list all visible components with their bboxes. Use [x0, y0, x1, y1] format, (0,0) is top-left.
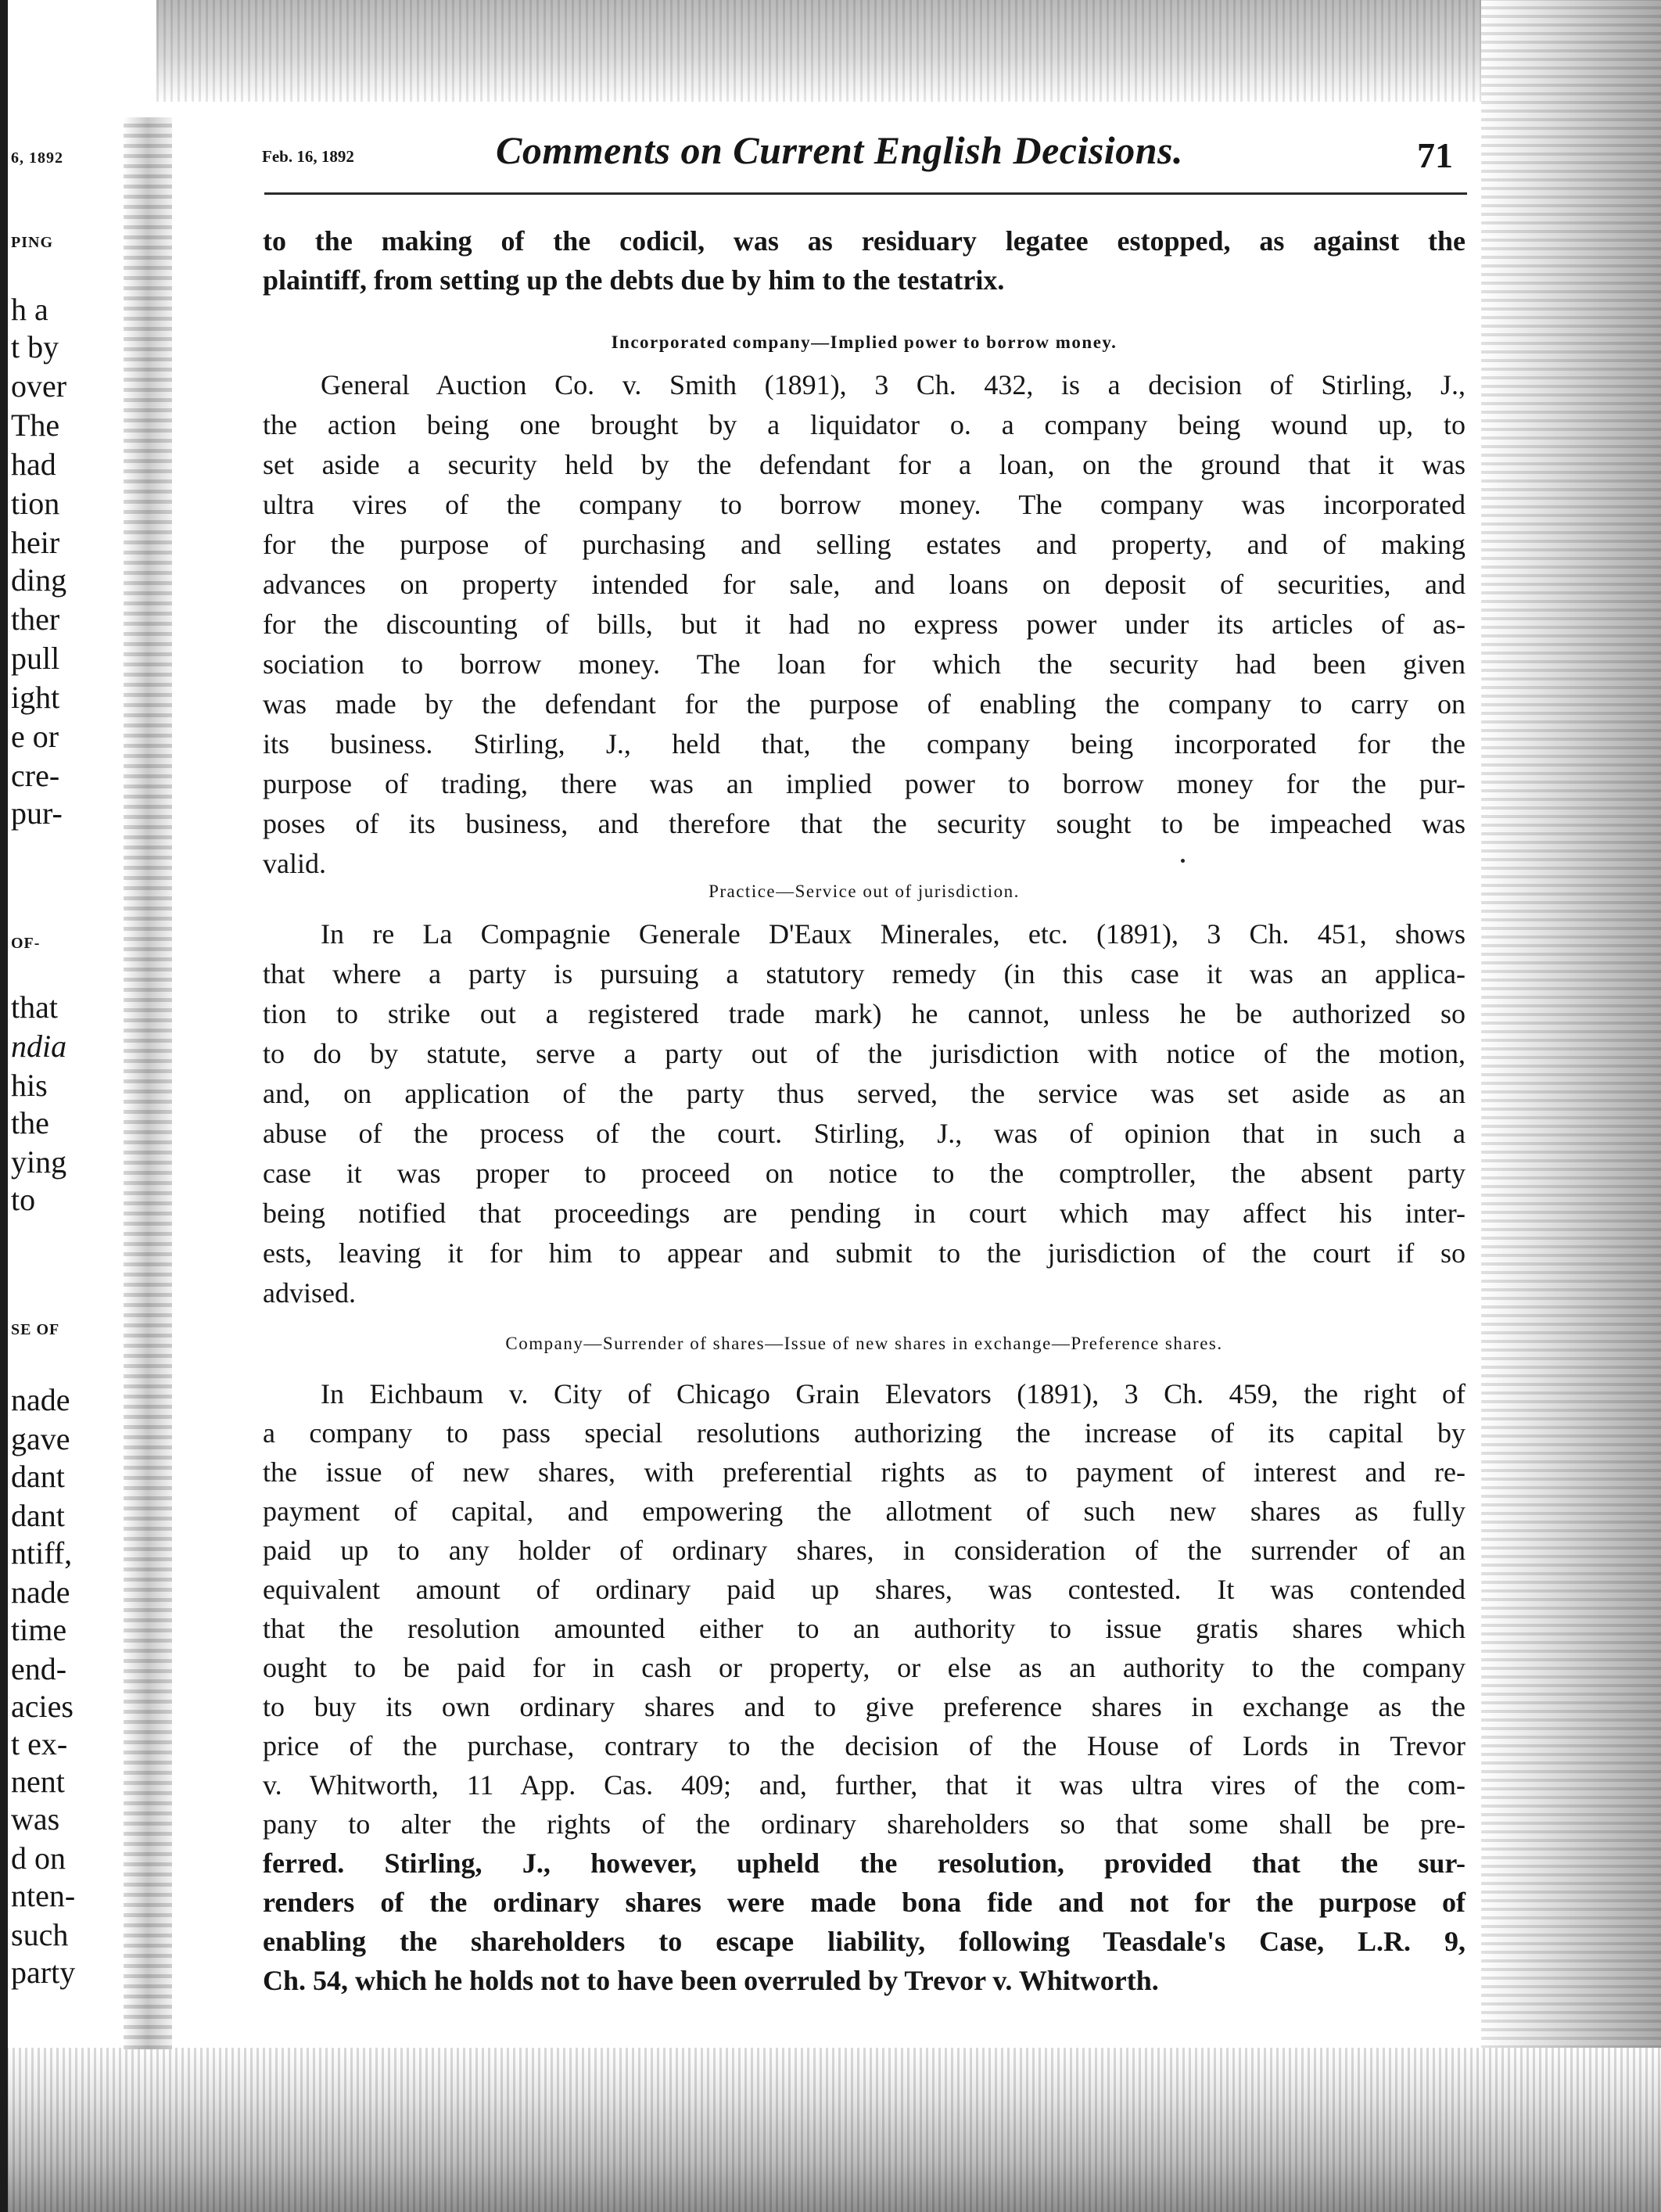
body-line: abuse of the process of the court. Stirling, J., was of opinion that in such a	[263, 1118, 1465, 1149]
left-fragment-line: ding	[11, 562, 67, 598]
body-line: poses of its business, and therefore that the security sought to be impeached was	[263, 808, 1465, 839]
left-fragment-line: dant	[11, 1459, 65, 1494]
body-line: its business. Stirling, J., held that, the company being incorporated for the	[263, 728, 1465, 759]
body-line: the action being one brought by a liquidator o. a company being wound up, to	[263, 409, 1465, 440]
left-fragment-line: SE OF	[11, 1321, 60, 1338]
left-fragment-line: such	[11, 1917, 69, 1952]
body-line: paid up to any holder of ordinary shares, in consideration of the surrender of an	[263, 1535, 1465, 1566]
body-line: valid.	[263, 848, 326, 879]
body-line: General Auction Co. v. Smith (1891), 3 Ch. 432, is a decision of Stirling, J.,	[321, 369, 1465, 400]
left-fragment-line: t ex-	[11, 1726, 68, 1761]
body-line: purpose of trading, there was an implied power to borrow money for the pur-	[263, 768, 1465, 799]
section-heading: Incorporated company—Implied power to borrow money.	[611, 332, 1117, 352]
left-fragment-line: tion	[11, 486, 60, 521]
left-fragment-line: PING	[11, 234, 53, 251]
body-line: ultra vires of the company to borrow money. The company was incorporated	[263, 489, 1465, 520]
left-fragment-line: nade	[11, 1575, 70, 1610]
body-line: renders of the ordinary shares were made bona fide and not for the purpose of	[263, 1887, 1465, 1918]
body-line: and, on application of the party thus served, the service was set aside as an	[263, 1078, 1465, 1109]
left-page-fragment	[11, 0, 128, 2212]
left-fragment-line: was	[11, 1801, 60, 1837]
left-fragment-line: h a	[11, 292, 48, 327]
left-fragment-line: the	[11, 1105, 49, 1140]
body-line: ests, leaving it for him to appear and submit to the jurisdiction of the court if so	[263, 1237, 1465, 1269]
body-line: ought to be paid for in cash or property, or else as an authority to the company	[263, 1652, 1465, 1683]
ink-speck	[1181, 859, 1185, 863]
left-fragment-line: that	[11, 989, 58, 1025]
page-gutter	[124, 117, 172, 2049]
body-line: In re La Compagnie Generale D'Eaux Minerales, etc. (1891), 3 Ch. 451, shows	[321, 918, 1465, 950]
left-fragment-line: ntiff,	[11, 1535, 73, 1571]
body-line: price of the purchase, contrary to the decision of the House of Lords in Trevor	[263, 1730, 1465, 1761]
body-line: sociation to borrow money. The loan for which the security had been given	[263, 648, 1465, 680]
left-fragment-line: nten-	[11, 1878, 76, 1913]
body-line: set aside a security held by the defendant for a loan, on the ground that it was	[263, 449, 1465, 480]
left-fragment-line: nade	[11, 1382, 70, 1417]
scan-shadow-bottom	[0, 2048, 1661, 2212]
body-line: to do by statute, serve a party out of the jurisdiction with notice of the motion,	[263, 1038, 1465, 1069]
header-date: Feb. 16, 1892	[262, 147, 354, 166]
section-heading: Practice—Service out of jurisdiction.	[709, 882, 1020, 901]
body-line: payment of capital, and empowering the allotment of such new shares as fully	[263, 1496, 1465, 1527]
left-fragment-line: 6, 1892	[11, 149, 63, 167]
body-line: being notified that proceedings are pending in court which may affect his inter-	[263, 1198, 1465, 1229]
body-line: plaintiff, from setting up the debts due by him to the testatrix.	[263, 264, 1005, 296]
left-fragment-line: d on	[11, 1840, 66, 1876]
left-fragment-line: his	[11, 1068, 48, 1103]
left-fragment-line: pull	[11, 641, 60, 676]
header-rule	[264, 192, 1467, 195]
scan-shadow-top	[156, 0, 1661, 102]
left-fragment-line: acies	[11, 1689, 74, 1724]
body-line: for the discounting of bills, but it had no express power under its articles of as-	[263, 609, 1465, 640]
left-fragment-line: had	[11, 447, 56, 482]
body-line: that the resolution amounted either to an authority to issue gratis shares which	[263, 1613, 1465, 1644]
body-line: advised.	[263, 1277, 356, 1309]
body-line: to the making of the codicil, was as residuary legatee estopped, as against the	[263, 225, 1465, 257]
section-heading: Company—Surrender of shares—Issue of new shares in exchange—Preference shares.	[505, 1334, 1223, 1353]
left-fragment-line: heir	[11, 525, 60, 560]
body-line: tion to strike out a registered trade mark) he cannot, unless he be authorized so	[263, 998, 1465, 1029]
left-fragment-line: cre-	[11, 758, 60, 793]
left-fragment-line: nent	[11, 1764, 65, 1799]
body-line: case it was proper to proceed on notice to the comptroller, the absent party	[263, 1158, 1465, 1189]
left-fragment-line: ying	[11, 1144, 67, 1180]
left-fragment-line: gave	[11, 1421, 70, 1456]
scan-edge-left	[0, 0, 8, 2212]
page-title: Comments on Current English Decisions.	[496, 128, 1183, 172]
body-line: In Eichbaum v. City of Chicago Grain Elevators (1891), 3 Ch. 459, the right of	[321, 1378, 1465, 1409]
body-line: enabling the shareholders to escape liability, following Teasdale's Case, L.R. 9,	[263, 1926, 1465, 1957]
left-fragment-line: end-	[11, 1651, 67, 1686]
body-line: pany to alter the rights of the ordinary shareholders so that some shall be pre-	[263, 1808, 1465, 1840]
left-fragment-line: t by	[11, 329, 59, 364]
left-fragment-line: over	[11, 368, 67, 404]
left-fragment-line: dant	[11, 1498, 65, 1533]
body-line: for the purpose of purchasing and selling estates and property, and of making	[263, 529, 1465, 560]
body-line: that where a party is pursuing a statutory remedy (in this case it was an applica-	[263, 958, 1465, 989]
left-fragment-line: e or	[11, 719, 59, 754]
left-fragment-line: pur-	[11, 795, 63, 831]
body-line: the issue of new shares, with preferential rights as to payment of interest and re-	[263, 1456, 1465, 1488]
left-fragment-line: ther	[11, 601, 60, 637]
page-number: 71	[1417, 135, 1453, 175]
left-fragment-line: OF-	[11, 935, 41, 952]
left-fragment-line: time	[11, 1612, 67, 1647]
body-line: a company to pass special resolutions authorizing the increase of its capital by	[263, 1417, 1465, 1449]
body-line: Ch. 54, which he holds not to have been overruled by Trevor v. Whitworth.	[263, 1965, 1159, 1996]
body-line: equivalent amount of ordinary paid up shares, was contested. It was contended	[263, 1574, 1465, 1605]
scan-shadow-right	[1481, 0, 1661, 2212]
body-line: advances on property intended for sale, and loans on deposit of securities, and	[263, 569, 1465, 600]
left-fragment-line: party	[11, 1955, 76, 1990]
left-fragment-line: ight	[11, 680, 60, 715]
body-line: v. Whitworth, 11 App. Cas. 409; and, further, that it was ultra vires of the com-	[263, 1769, 1465, 1801]
left-fragment-line: to	[11, 1182, 36, 1217]
body-line: was made by the defendant for the purpose of enabling the company to carry on	[263, 688, 1465, 720]
left-fragment-line: The	[11, 408, 60, 443]
left-fragment-line: ndia	[11, 1029, 67, 1064]
body-line: ferred. Stirling, J., however, upheld the resolution, provided that the sur-	[263, 1848, 1465, 1879]
body-line: to buy its own ordinary shares and to give preference shares in exchange as the	[263, 1691, 1465, 1722]
